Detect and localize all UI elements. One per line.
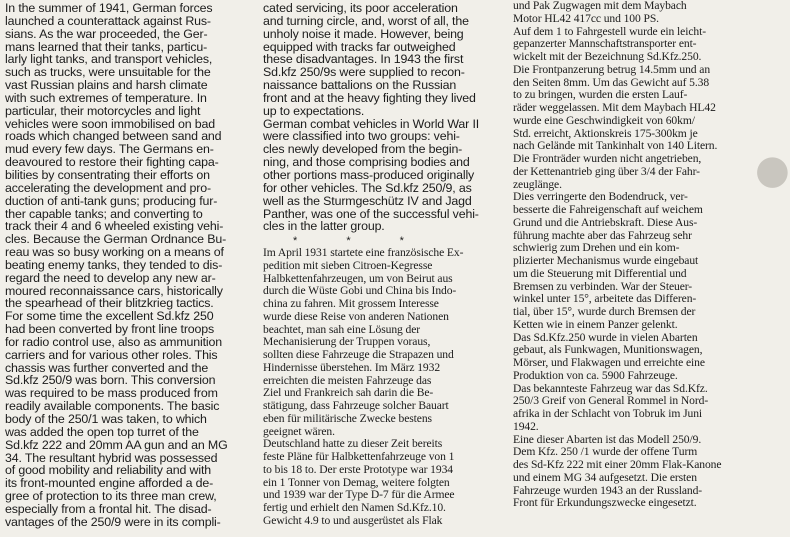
text-line: Ziel und Frankreich sah darin die Be- [263,386,434,400]
text-line: und 1939 war der Type D-7 für die Armee [263,488,455,502]
text-line: wickelt mit der Bezeichnung Sd.Kfz.250. [513,50,702,63]
text-line: Hindernisse überstehen. Im März 1932 [263,360,441,374]
text-line: besserte die Fahreigenschaft auf weichem [513,203,703,216]
text-line: führung machte aber das Fahrzeug sehr [513,228,692,242]
text-line: 250/3 Greif von General Rommel in Nord- [513,394,709,408]
text-line: gree of protection to its three man crew, [5,489,217,504]
text-line: Mechanisierung der Truppen voraus, [263,335,431,349]
text-line: cles. Because the German Ordnance Bu- [5,232,227,247]
text-line: Sd.kfz 250/9 was born. This conversion [5,373,216,388]
text-line: Produktion von ca. 5900 Fahrzeuge. [513,368,678,382]
text-line: china zu fahren. Mit grossem Interesse [263,297,439,311]
text-line: Halbkettenfahrzeugen, um von Beirut aus [263,271,453,285]
text-line: durch die Wüste Gobi und China bis Indo- [263,284,457,298]
text-line: Auf dem 1 to Fahrgestell wurde ein leicht- [513,24,706,38]
text-line: Std. erreicht, Aktionskreis 175-300km je [513,126,698,140]
text-line: und einem MG 34 aufgesetzt. Die ersten [513,470,697,484]
text-line: und Pak Zugwagen mit dem Maybach [513,0,687,12]
text-line: fertig und erhielt den Namen Sd.Kfz.10. [263,501,446,515]
text-line: reau was so busy working on a means of [5,245,224,260]
text-line: eben für militärische Zwecke bestens [263,411,432,425]
text-column-2 [263,2,508,537]
text-line: stätigung, dass Fahrzeuge solcher Bauart [263,399,449,413]
text-line: Im April 1931 startete eine französische Ex- [263,246,464,260]
german-text-column-3 [513,0,771,535]
text-line: to bis 18 to. Der erste Prototype war 1934 [263,462,453,476]
text-line: gebaut, als Funkwagen, Munitionswagen, [513,343,703,357]
text-line: wurde eine Geschwindigkeit von 60km/ [513,113,695,127]
text-line: mans learned that their tanks, particu- [5,39,208,54]
text-line: Motor HL42 417cc und 100 PS. [513,11,659,25]
text-line: um die Steuerung mit Differential und [513,266,687,280]
english-text-continued [263,2,508,233]
text-line: duction of anti-tank guns; producing fur- [5,193,218,208]
text-line: the spearhead of their blitzkrieg tactics. [5,296,214,311]
text-line: roads which changed between sand and [5,129,222,144]
text-line: and turning circle, and, worst of all, the [263,13,469,28]
text-line: In the summer of 1941, German forces [5,1,213,15]
text-line: wurde diese Reise von anderen Nationen [263,309,449,323]
text-line: des Sd-Kfz 222 mit einer 20mm Flak-Kanone [513,458,722,471]
text-line: erreichten die meisten Fahrzeuge das [263,373,432,387]
text-line: body of the 250/1 was taken, to which [5,412,207,426]
text-line: ther capable tanks; and converting to [5,206,203,221]
text-line: unholy noise it made. However, being [263,26,464,41]
text-line: gepanzerter Mannschaftstransporter ent- [513,37,697,51]
page-edge-mark: ● [755,147,790,193]
text-line: den Seiten 8mm. Um das Gewicht auf 5.38 [513,75,710,89]
text-line: 1942. [513,419,539,433]
text-line: naissance battalions on the Russian [263,78,457,93]
text-line: deavoured to restore their fighting capa- [5,155,219,170]
text-line: winkel unter 15°, arbeitete das Differen- [513,292,697,306]
text-line: tial, über 15°, wurde durch Bremsen der [513,305,696,318]
text-line: of good mobility and reliability and with [5,463,211,478]
text-line: Gewicht 4.9 to und ausgerüstet als Flak [263,513,443,527]
text-line: Sd.kfz 222 and 20mm AA gun and an MG [5,437,228,452]
text-line: regard the need to develop any new ar- [5,270,216,285]
text-line: vantages of the 250/9 were in its compli- [5,514,221,529]
text-line: front and at the heavy fighting they lived [263,90,476,105]
text-line: up to expectations. [263,103,365,118]
text-line: feste Pläne für Halbkettenfahrzeuge von 1 [263,450,455,464]
text-line: particular, their motorcycles and light [5,103,201,118]
text-line: cated servicing, its poor acceleration [263,1,458,15]
text-line: Panther, was one of the successful vehi- [263,206,479,221]
text-line: such as trucks, were unsuitable for the [5,65,211,80]
text-line: schwierig zum Drehen und ein kom- [513,241,680,255]
text-line: sians. As the war proceeded, the Ger- [5,26,208,41]
text-line: Die Fronträder wurden nicht angetrieben, [513,152,702,165]
text-line: for radio control use, also as ammunition [5,334,222,349]
text-line: especially from a frontal hit. The disad- [5,501,212,516]
text-line: accelerating the development and pro- [5,180,211,195]
text-line: Grund und die Antriebskraft. Diese Aus- [513,215,698,229]
text-line: räder weggelassen. Mit dem Maybach HL42 [513,101,716,114]
text-line: for other vehicles. The Sd.kfz 250/9, as [263,180,472,195]
text-line: nach Gelände mit Tankinhalt von 140 Litern. [513,139,718,153]
text-line: beating enemy tanks, they tended to dis- [5,257,223,272]
text-line: vehicles were soon immobilised on bad [5,116,216,131]
text-line: bilities by consentrating their efforts on [5,167,210,182]
text-line: Deutschland hatte zu dieser Zeit bereits [263,437,443,451]
text-line: Sd.kfz 250/9s were supplied to recon- [263,65,465,80]
text-line: was added the open top turret of the [5,424,199,439]
text-line: Das bekannteste Fahrzeug war das Sd.Kfz. [513,381,708,395]
text-line: moured reconnaissance cars, historically [5,283,223,298]
text-line: afrika in der Schlacht von Tobruk im Juni [513,407,703,420]
text-line: chassis was further converted and the [5,360,209,375]
text-line: larly light tanks, and transport vehicles, [5,52,213,67]
text-line: was required to be mass produced from [5,386,218,401]
text-line: sollten diese Fahrzeuge die Strapazen und [263,348,454,362]
text-line: vast Russian plains and harsh climate [5,78,208,93]
text-line: zeuglänge. [513,177,562,191]
text-line: with such extremes of temperature. In [5,90,207,105]
text-line: Eine dieser Abarten ist das Modell 250/9. [513,432,702,446]
text-line: well as the Sturmgeschütz IV and Jagd [263,193,472,208]
text-line: German combat vehicles in World War II [263,116,480,131]
text-line: to zu bringen, wurden die ersten Lauf- [513,88,688,102]
text-line: Ketten wie in einem Panzer gelenkt. [513,317,678,331]
text-line: Die Frontpanzerung betrug 14.5mm und an [513,62,711,76]
text-line: plizierter Mechanismus wurde eingebaut [513,254,699,267]
text-line: Mörser, und Flakwagen und erreichte eine [513,356,705,369]
text-line: track their 4 and 6 wheeled existing vehi- [5,219,224,234]
text-line: were classified into two groups: vehi- [263,129,460,144]
english-text-column-1 [5,2,255,537]
text-line: Bremsen zu verbinden. War der Steuer- [513,279,693,293]
text-line: these disadvantages. In 1943 the first [263,52,464,67]
text-line: Fahrzeuge wurden 1943 an der Russland- [513,483,703,497]
text-line: cles in the latter group. [263,219,385,234]
text-line: For some time the excellent Sd.kfz 250 [5,309,214,324]
text-line: cles newly developed from the begin- [263,142,463,157]
text-line: der Kettenantrieb ging über 3/4 der Fahr- [513,164,700,178]
text-line: pedition mit sieben Citroen-Kegresse [263,258,433,272]
text-line: ning, and those comprising bodies and [263,155,470,170]
text-line: readily available components. The basic [5,399,220,414]
text-line: 34. The resultant hybrid was possessed [5,450,218,465]
text-line: mud every few days. The Germans en- [5,142,214,157]
text-line: Dies verringerte den Bodendruck, ver- [513,190,688,204]
section-separator-asterisks: * * * [293,235,404,248]
text-line: carriers and for various other roles. This [5,347,218,362]
text-line: equipped with tracks far outweighed [263,39,456,54]
text-line: Dem Kfz. 250 /1 wurde der offene Turm [513,445,698,459]
text-line: beachtet, man sah eine Lösung der [263,322,421,336]
text-line: ein 1 Tonner von Demag, weitere folgten [263,475,450,489]
text-line: Das Sd.Kfz.250 wurde in vielen Abarten [513,330,698,344]
german-text-part-1 [263,247,508,528]
text-line: its front-mounted engine afforded a de- [5,476,214,491]
text-line: geeignet wären. [263,424,335,438]
text-line: launched a counterattack against Rus- [5,13,211,28]
text-line: other portions mass-produced originally [263,167,475,182]
text-line: Front für Erkundungszwecke eingesetzt. [513,496,697,510]
text-line: had been converted by front line troops [5,322,215,337]
